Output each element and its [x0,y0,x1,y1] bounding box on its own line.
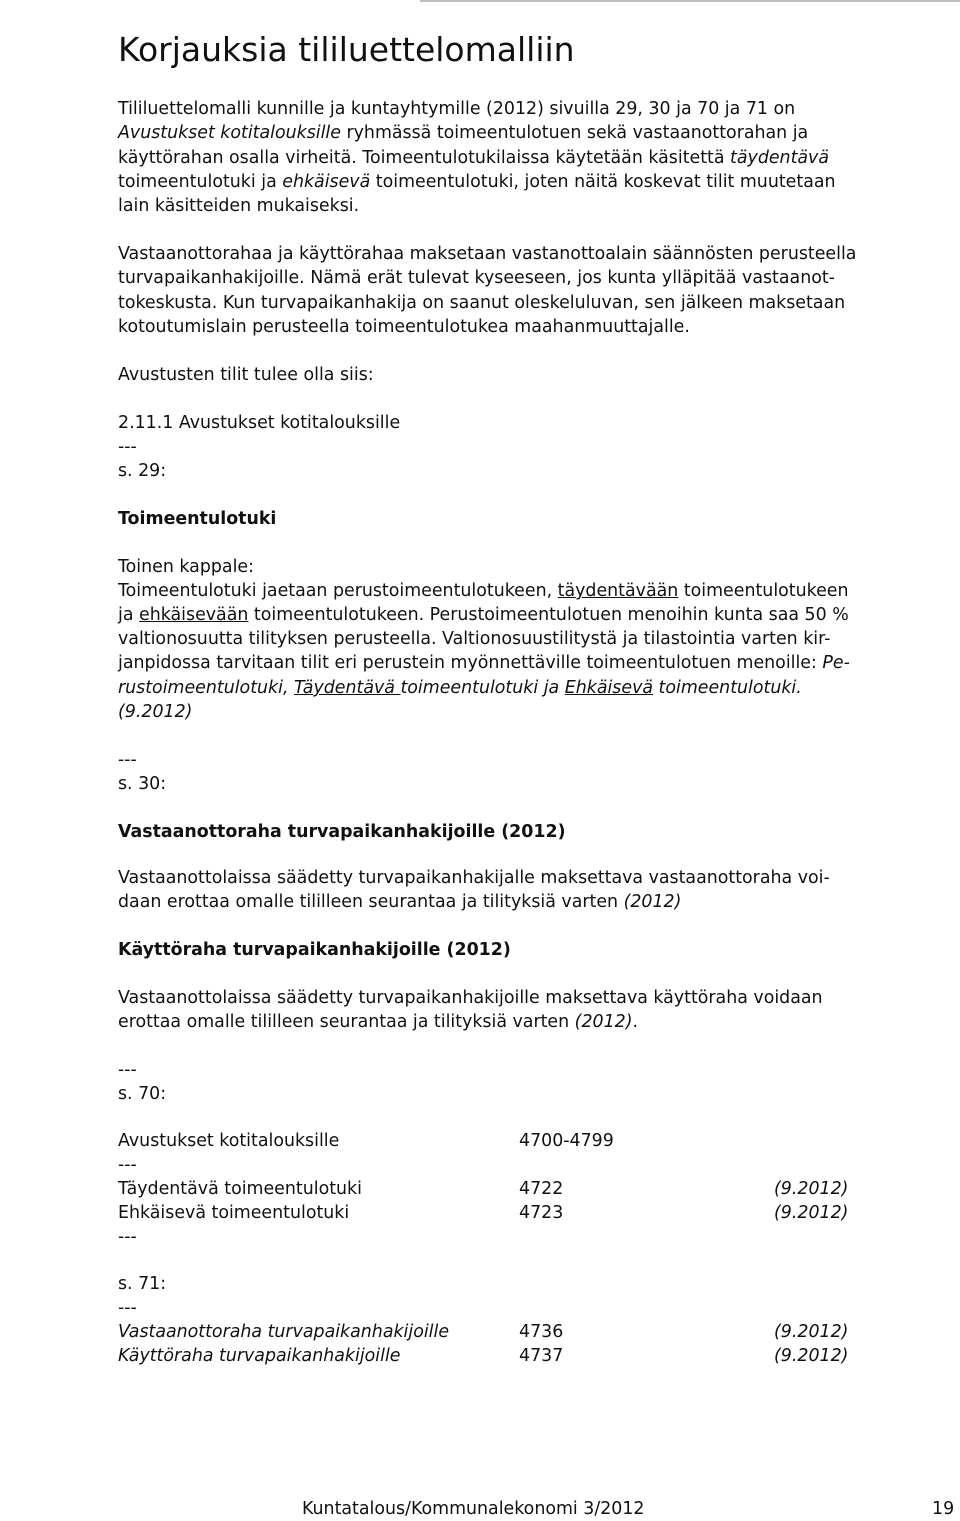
separator: --- [118,1298,137,1318]
intro-line-5: lain käsitteiden mukaiseksi. [118,196,360,216]
intro-line-1: Tililuettelomalli kunnille ja kuntayhtymille (2012) sivuilla 29, 30 ja 70 ja 71 on [118,99,796,119]
account-name: Avustukset kotitalouksille [118,1131,340,1151]
p2-line-3: tokeskusta. Kun turvapaikanhakija on saanut oleskeluluvan, sen jälkeen maksetaan [118,293,846,313]
page-ref-30: s. 30: [118,774,167,794]
section-heading: 2.11.1 Avustukset kotitalouksille [118,413,401,433]
account-row [118,1344,878,1368]
second-paragraph-label: Toinen kappale: [118,557,254,577]
separator: --- [118,437,137,457]
account-date: (9.2012) [774,1179,849,1199]
account-name: Täydentävä toimeentulotuki [118,1179,362,1199]
p4-line-2: ja ehkäisevään toimeentulotukeen. Perustoimeentulotuen menoihin kunta saa 50 % [118,605,849,625]
account-code: 4737 [519,1346,564,1366]
account-date: (9.2012) [774,1203,849,1223]
footer-publication: Kuntatalous/Kommunalekonomi 3/2012 [302,1499,645,1519]
account-group-row [118,1129,878,1153]
account-name: Vastaanottoraha turvapaikanhakijoille [118,1322,450,1342]
heading-toimeentulotuki: Toimeentulotuki [118,509,277,529]
intro-line-4: toimeentulotuki ja ehkäisevä toimeentulotuki, joten näitä koskevat tilit muutetaan [118,172,836,192]
page-ref-29: s. 29: [118,461,167,481]
intro-line-2: Avustukset kotitalouksille ryhmässä toimeentulotuen sekä vastaanottorahan ja [118,123,809,143]
account-name: Ehkäisevä toimeentulotuki [118,1203,350,1223]
page-number: 19 [932,1499,955,1519]
separator: --- [118,1060,137,1080]
account-date: (9.2012) [774,1346,849,1366]
account-code: 4700-4799 [519,1131,614,1151]
heading-kayttoraha: Käyttöraha turvapaikanhakijoille (2012) [118,940,511,960]
separator: --- [118,1227,137,1247]
separator: --- [118,750,137,770]
p2-line-1: Vastaanottorahaa ja käyttörahaa maksetaan vastanottoalain säännösten perusteella [118,244,857,264]
page-ref-71: s. 71: [118,1274,167,1294]
p6-line-1: Vastaanottolaissa säädetty turvapaikanhakijoille maksettava käyttöraha voidaan [118,988,823,1008]
p4-line-6: (9.2012) [118,702,193,722]
p5-line-2: daan erottaa omalle tililleen seurantaa ja tilityksiä varten (2012) [118,892,682,912]
account-code: 4722 [519,1179,564,1199]
account-date: (9.2012) [774,1322,849,1342]
p4-line-1: Toimeentulotuki jaetaan perustoimeentulotukeen, täydentävään toimeentulotukeen [118,581,849,601]
account-code: 4723 [519,1203,564,1223]
p4-line-5: rustoimeentulotuki, Täydentävä toimeentulotuki ja Ehkäisevä toimeentulotuki. [118,678,802,698]
accounts-intro: Avustusten tilit tulee olla siis: [118,365,374,385]
account-code: 4736 [519,1322,564,1342]
account-row [118,1177,878,1201]
page-title: Korjauksia tililuettelomalliin [118,30,575,69]
header-rule [420,0,960,2]
account-row [118,1201,878,1225]
p2-line-2: turvapaikanhakijoille. Nämä erät tulevat kyseeseen, jos kunta ylläpitää vastaanot- [118,268,835,288]
account-row [118,1320,878,1344]
p4-line-4: janpidossa tarvitaan tilit eri perustein myönnettäville toimeentulotuen menoille: Pe- [118,653,850,673]
page-ref-70: s. 70: [118,1084,167,1104]
p2-line-4: kotoutumislain perusteella toimeentulotukea maahanmuuttajalle. [118,317,690,337]
p6-line-2: erottaa omalle tililleen seurantaa ja tilityksiä varten (2012). [118,1012,639,1032]
account-name: Käyttöraha turvapaikanhakijoille [118,1346,401,1366]
p4-line-3: valtionosuutta tilityksen perusteella. Valtionosuustilitystä ja tilastointia varten kir- [118,629,831,649]
p5-line-1: Vastaanottolaissa säädetty turvapaikanhakijalle maksettava vastaanottoraha voi- [118,868,830,888]
intro-line-3: käyttörahan osalla virheitä. Toimeentulotukilaissa käytetään käsitettä täydentävä [118,148,829,168]
separator: --- [118,1155,137,1175]
heading-vastaanottoraha: Vastaanottoraha turvapaikanhakijoille (2012) [118,822,566,842]
